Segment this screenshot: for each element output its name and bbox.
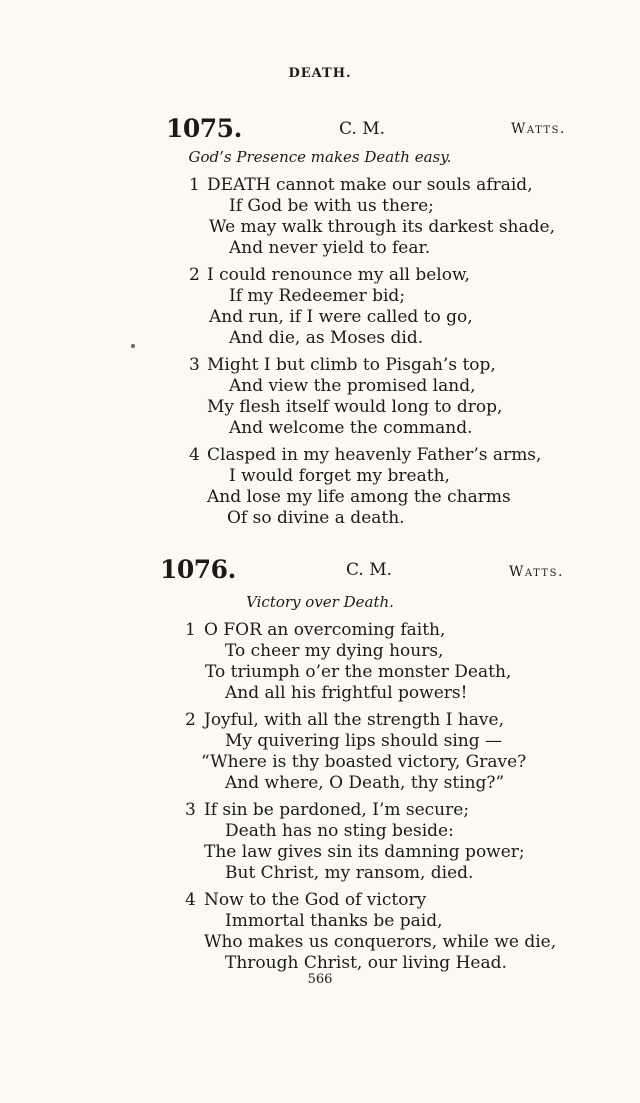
paper-speck: [131, 344, 135, 348]
stanza-number: 1: [185, 620, 196, 640]
verse-line: And view the promised land,: [229, 376, 476, 396]
verse-line: If God be with us there;: [229, 196, 434, 216]
verse-line: And welcome the command.: [229, 418, 473, 438]
verse-line: Joyful, with all the strength I have,: [204, 710, 504, 730]
verse-line: DEATH cannot make our souls afraid,: [207, 175, 533, 195]
verse-line: And where, O Death, thy sting?”: [225, 773, 505, 793]
verse-line: And run, if I were called to go,: [209, 307, 473, 327]
verse-line: To triumph o’er the monster Death,: [205, 662, 512, 682]
stanza-number: 3: [185, 800, 196, 820]
verse-line: “Where is thy boasted victory, Grave?: [201, 752, 527, 772]
hymn-title: Victory over Death.: [246, 593, 394, 611]
verse-line: Now to the God of victory: [204, 890, 427, 910]
stanza-number: 1: [189, 175, 200, 195]
stanza-number: 2: [189, 265, 200, 285]
verse-line: And die, as Moses did.: [229, 328, 424, 348]
verse-line: My flesh itself would long to drop,: [207, 397, 503, 417]
verse-line: Death has no sting beside:: [225, 821, 454, 841]
stanza-number: 2: [185, 710, 196, 730]
verse-line: If sin be pardoned, I’m secure;: [204, 800, 470, 820]
hymn-meter: C. M.: [339, 119, 386, 139]
verse-line: And never yield to fear.: [229, 238, 431, 258]
hymn-meter: C. M.: [346, 560, 393, 580]
stanza-number: 4: [185, 890, 196, 910]
verse-line: If my Redeemer bid;: [229, 286, 406, 306]
hymn-header: [0, 114, 640, 144]
hymn-author: Watts.: [511, 121, 566, 137]
stanza-number: 3: [189, 355, 200, 375]
verse-line: We may walk through its darkest shade,: [209, 217, 555, 237]
verse-line: And all his frightful powers!: [225, 683, 468, 703]
verse-line: Immortal thanks be paid,: [225, 911, 443, 931]
stanza-number: 4: [189, 445, 200, 465]
verse-line: My quivering lips should sing —: [225, 731, 503, 751]
verse-line: I would forget my breath,: [229, 466, 450, 486]
verse-line: O FOR an overcoming faith,: [204, 620, 446, 640]
verse-line: Through Christ, our living Head.: [225, 953, 507, 973]
verse-line: Of so divine a death.: [227, 508, 405, 528]
hymn-number: 1076.: [160, 555, 236, 584]
running-head: DEATH.: [288, 66, 352, 81]
verse-line: But Christ, my ransom, died.: [225, 863, 474, 883]
verse-line: Might I but climb to Pisgah’s top,: [207, 355, 496, 375]
verse-line: I could renounce my all below,: [207, 265, 470, 285]
verse-line: To cheer my dying hours,: [225, 641, 444, 661]
hymn-author: Watts.: [509, 564, 564, 580]
hymn-header: [0, 555, 640, 585]
verse-line: The law gives sin its damning power;: [204, 842, 525, 862]
verse-line: Who makes us conquerors, while we die,: [204, 932, 557, 952]
hymn-title: God’s Presence makes Death easy.: [188, 148, 452, 166]
hymn-number: 1075.: [166, 114, 242, 143]
page-number: 566: [307, 972, 333, 987]
verse-line: Clasped in my heavenly Father’s arms,: [207, 445, 542, 465]
verse-line: And lose my life among the charms: [207, 487, 511, 507]
